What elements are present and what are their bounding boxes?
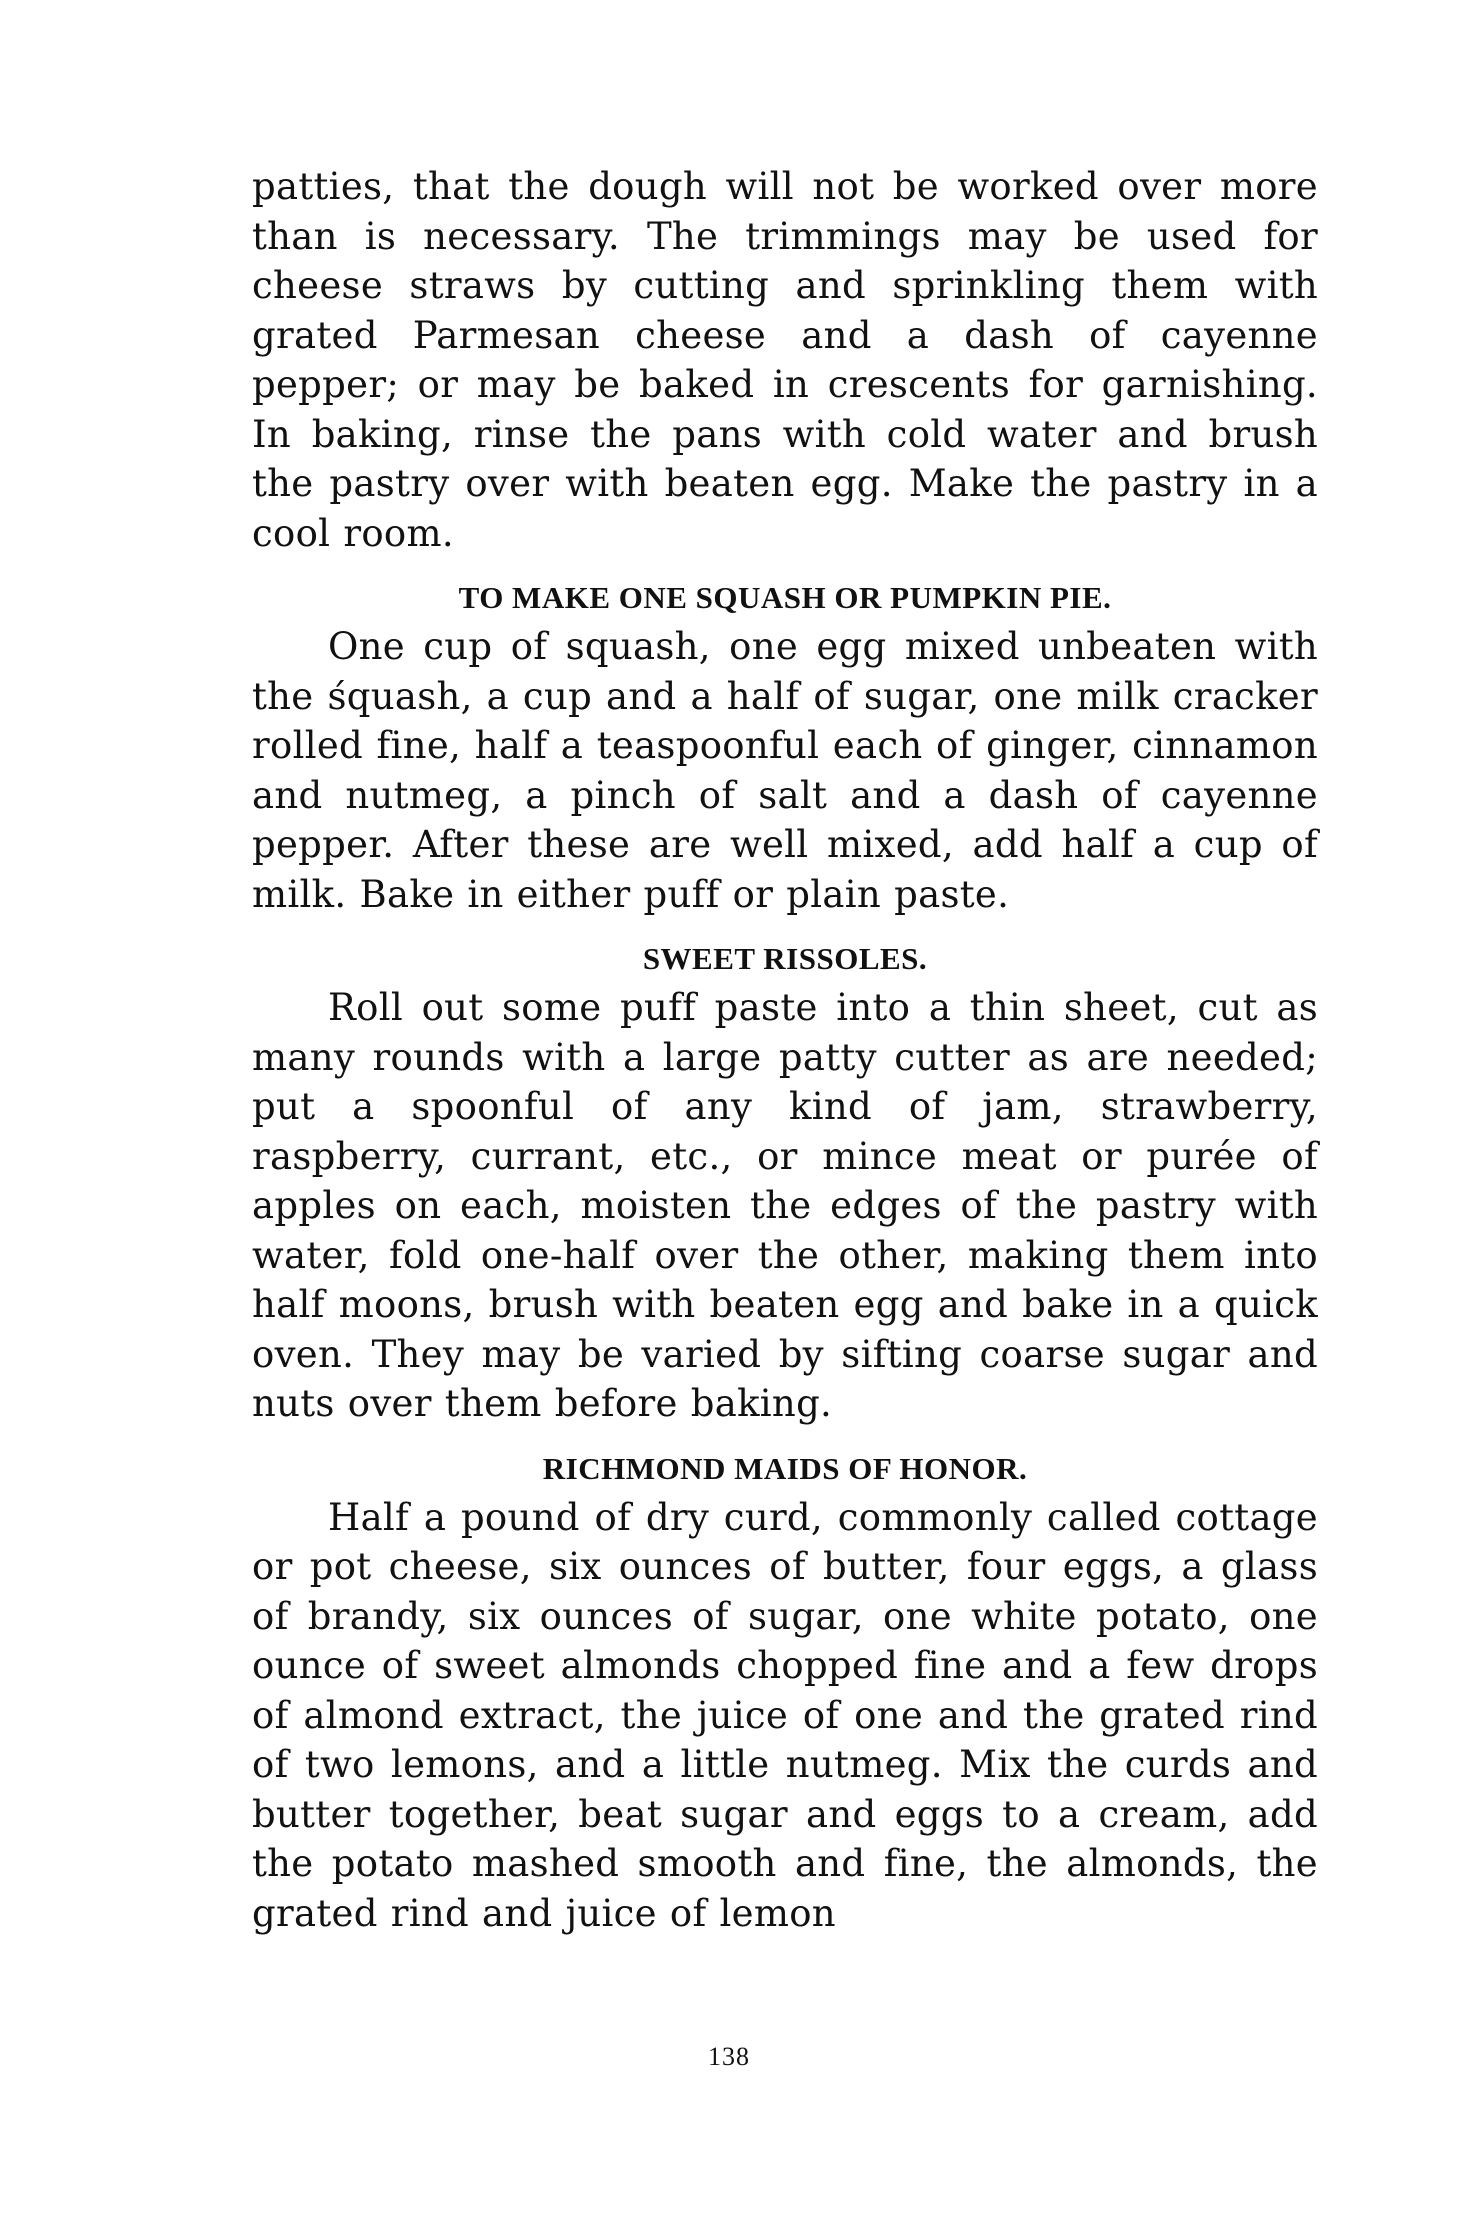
page-number: 138 (708, 2042, 750, 2071)
recipe-body-maids-of-honor: Half a pound of dry curd, commonly called cottage or pot cheese, six ounces of butter, four eggs, a glass of brandy, six ounces of sugar, one white potato, one ounce of sweet almonds chopped fine and a few drops of almond extract, the juice of one and the grated rind of two lemons, and a little nutmeg. Mix the curds and butter together, beat sugar and eggs to a cream, add the potato mashed smooth and fine, the almonds, the grated rind and juice of lemon (252, 1495, 1318, 1935)
continuation-paragraph: patties, that the dough will not be worked over more than is necessary. The trimmings may be used for cheese straws by cutting and sprinkling them with grated Parmesan cheese and a dash of cayenne pepper; or may be baked in crescents for garnishing. In baking, rinse the pans with cold water and brush the pastry over with beaten egg. Make the pastry in a cool room. (252, 165, 1318, 555)
recipe-body-sweet-rissoles: Roll out some puff paste into a thin sheet, cut as many rounds with a large patty cutter as are needed; put a spoonful of any kind of jam, strawberry, raspberry, currant, etc., or mince meat or purée of apples on each, moisten the edges of the pastry with water, fold one-half over the other, making them into half moons, brush with beaten egg and bake in a quick oven. They may be varied by sifting coarse sugar and nuts over them before baking. (252, 986, 1318, 1425)
recipe-title-pumpkin-pie: TO MAKE ONE SQUASH OR PUMPKIN PIE. (458, 580, 1112, 615)
recipe-title-sweet-rissoles: SWEET RISSOLES. (642, 941, 928, 976)
recipe-body-pumpkin-pie: One cup of squash, one egg mixed unbeaten with the śquash, a cup and a half of sugar, one milk cracker rolled fine, half a teaspoonful each of ginger, cinnamon and nutmeg, a pinch of salt and a dash of cayenne pepper. After these are well mixed, add half a cup of milk. Bake in either puff or plain paste. (252, 625, 1318, 916)
book-page (252, 162, 1318, 1938)
recipe-title-maids-of-honor: RICHMOND MAIDS OF HONOR. (542, 1450, 1028, 1486)
